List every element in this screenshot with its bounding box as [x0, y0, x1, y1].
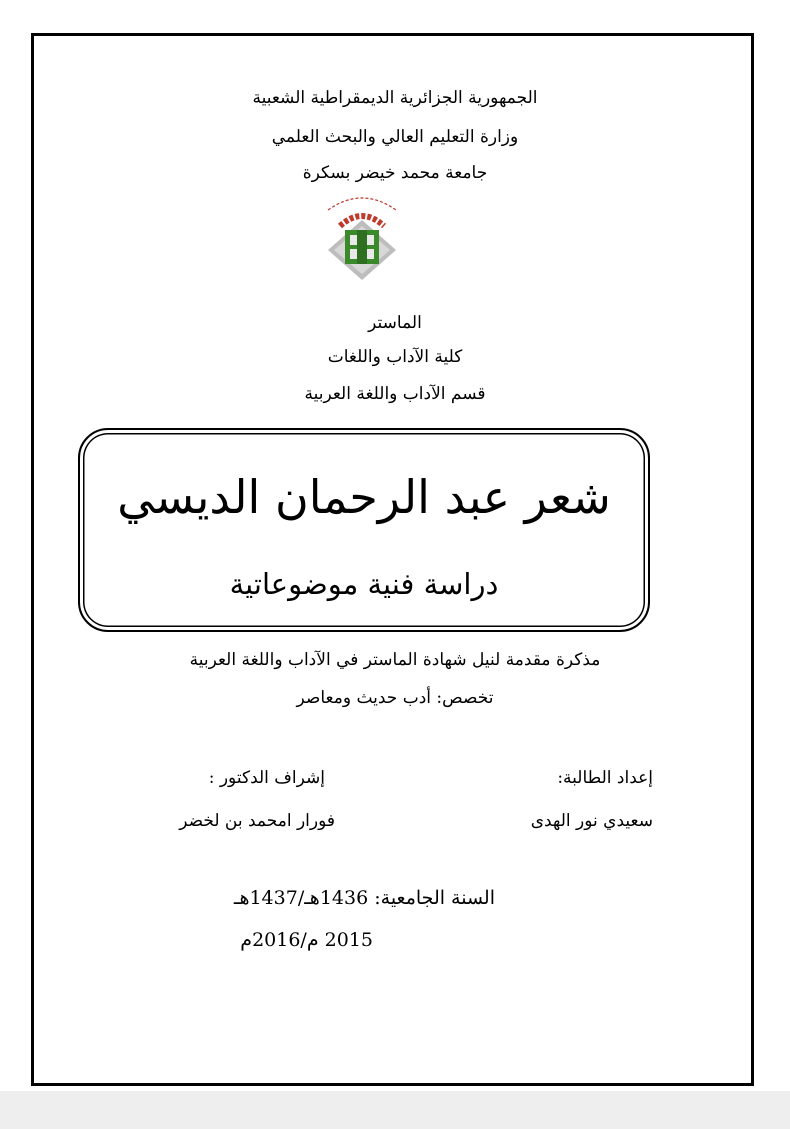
university-logo	[322, 190, 402, 280]
supervisor-label: إشراف الدكتور :	[208, 768, 325, 788]
thesis-purpose: مذكرة مقدمة لنيل شهادة الماستر في الآداب واللغة العربية	[189, 650, 601, 670]
faculty-line: كلية الآداب واللغات	[327, 347, 463, 367]
thesis-title: شعر عبد الرحمان الديسي	[117, 470, 611, 524]
level-line: الماستر	[368, 313, 422, 333]
student-name: سعيدي نور الهدى	[530, 811, 653, 831]
supervisor-name: فورار امحمد بن لخضر	[179, 811, 335, 831]
bottom-strip	[0, 1091, 790, 1129]
department-line: قسم الآداب واللغة العربية	[304, 384, 486, 404]
academic-year: السنة الجامعية: 1436هـ/1437هـ	[233, 887, 495, 909]
university-line: جامعة محمد خيضر بسكرة	[302, 163, 488, 183]
university-logo-icon	[322, 190, 402, 280]
gregorian-year: 2015 م/2016م	[240, 929, 373, 951]
student-label: إعداد الطالبة:	[557, 768, 653, 788]
thesis-specialty: تخصص: أدب حديث ومعاصر	[296, 688, 494, 708]
thesis-subtitle: دراسة فنية موضوعاتية	[229, 567, 499, 601]
republic-line: الجمهورية الجزائرية الديمقراطية الشعبية	[252, 88, 538, 108]
ministry-line: وزارة التعليم العالي والبحث العلمي	[271, 127, 519, 147]
title-box	[78, 428, 650, 632]
